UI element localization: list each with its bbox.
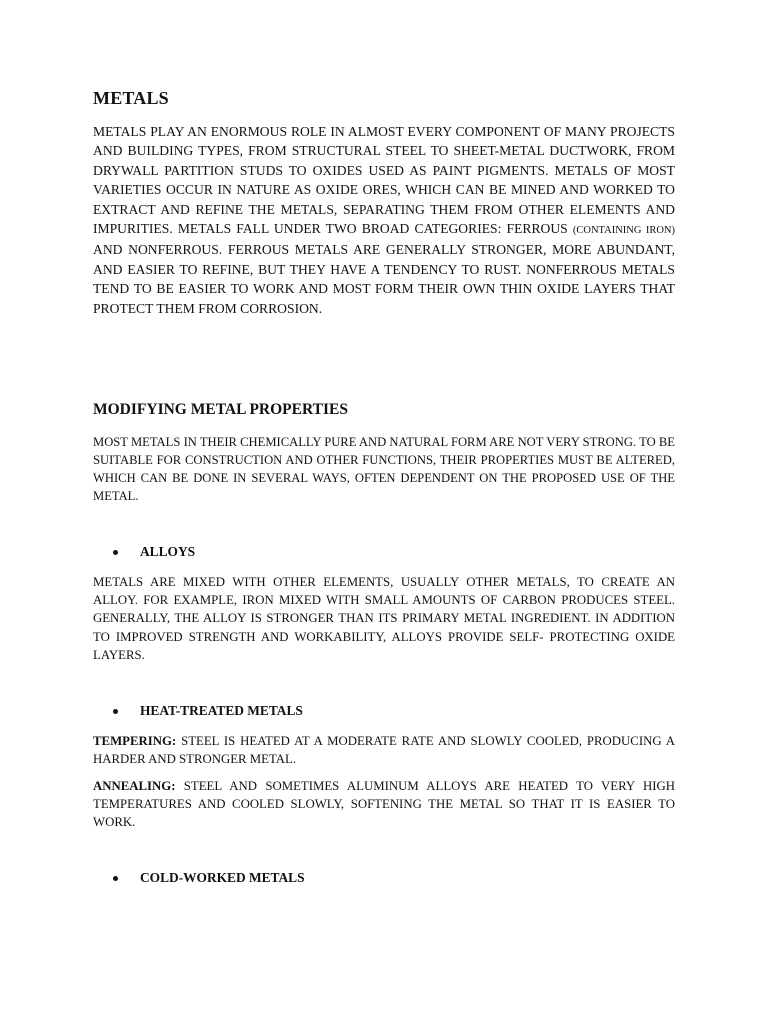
intro-text-part2: AND NONFERROUS. FERROUS METALS ARE GENERALLY STRONGER, MORE ABUNDANT, AND EASIER TO REFINE, BUT THEY HAVE A TENDENCY TO RUST. NONFERROUS METALS TEND TO BE EASIER TO WORK AND MOST FORM THEIR OWN THIN OXIDE LAYERS THAT PROTECT THEM FROM CORROSION.	[93, 242, 675, 316]
tempering-text: STEEL IS HEATED AT A MODERATE RATE AND SLOWLY COOLED, PRODUCING A HARDER AND STRONGER METAL.	[93, 734, 675, 767]
bullet-dot-icon	[113, 876, 118, 881]
annealing-term: ANNEALING:	[93, 779, 176, 793]
tempering-term: TEMPERING:	[93, 734, 177, 748]
annealing-text: STEEL AND SOMETIMES ALUMINUM ALLOYS ARE HEATED TO VERY HIGH TEMPERATURES AND COOLED SLOWLY, SOFTENING THE METAL SO THAT IT IS EASIER TO WORK.	[93, 779, 675, 830]
intro-paragraph	[93, 122, 675, 318]
bullet-heat-treated	[113, 703, 303, 719]
bullet-alloys	[113, 544, 195, 560]
bullet-heading-heat-treated: HEAT-TREATED METALS	[140, 703, 303, 718]
intro-parenthetical: (CONTAINING IRON)	[572, 225, 675, 237]
document-page	[93, 0, 675, 1024]
page-title: METALS	[93, 88, 169, 108]
annealing-paragraph	[93, 777, 675, 832]
modifying-paragraph: MOST METALS IN THEIR CHEMICALLY PURE AND NATURAL FORM ARE NOT VERY STRONG. TO BE SUITABLE FOR CONSTRUCTION AND OTHER FUNCTIONS, THEIR PROPERTIES MUST BE ALTERED, WHICH CAN BE DONE IN SEVERAL WAYS, OFTEN DEPENDENT ON THE PROPOSED USE OF THE METAL.	[93, 435, 675, 503]
alloys-paragraph: METALS ARE MIXED WITH OTHER ELEMENTS, USUALLY OTHER METALS, TO CREATE AN ALLOY. FOR EXAMPLE, IRON MIXED WITH SMALL AMOUNTS OF CARBON PRODUCES STEEL. GENERALLY, THE ALLOY IS STRONGER THAN ITS PRIMARY METAL INGREDIENT. IN ADDITION TO IMPROVED STRENGTH AND WORKABILITY, ALLOYS PROVIDE SELF- PROTECTING OXIDE LAYERS.	[93, 575, 675, 662]
bullet-cold-worked	[113, 870, 305, 886]
bullet-heading-cold-worked: COLD-WORKED METALS	[140, 870, 305, 885]
intro-text-part1: METALS PLAY AN ENORMOUS ROLE IN ALMOST EVERY COMPONENT OF MANY PROJECTS AND BUILDING TYPES, FROM STRUCTURAL STEEL TO SHEET-METAL DUCTWORK, FROM DRYWALL PARTITION STUDS TO OXIDES USED AS PAINT PIGMENTS. METALS OF MOST VARIETIES OCCUR IN NATURE AS OXIDE ORES, WHICH CAN BE MINED AND WORKED TO EXTRACT AND REFINE THE METALS, SEPARATING THEM FROM OTHER ELEMENTS AND IMPURITIES. METALS FALL UNDER TWO BROAD CATEGORIES: FERROUS	[93, 124, 675, 237]
tempering-paragraph	[93, 732, 675, 768]
bullet-dot-icon	[113, 550, 118, 555]
section-heading-modifying: MODIFYING METAL PROPERTIES	[93, 401, 348, 418]
bullet-heading-alloys: ALLOYS	[140, 544, 196, 559]
bullet-dot-icon	[113, 709, 118, 714]
